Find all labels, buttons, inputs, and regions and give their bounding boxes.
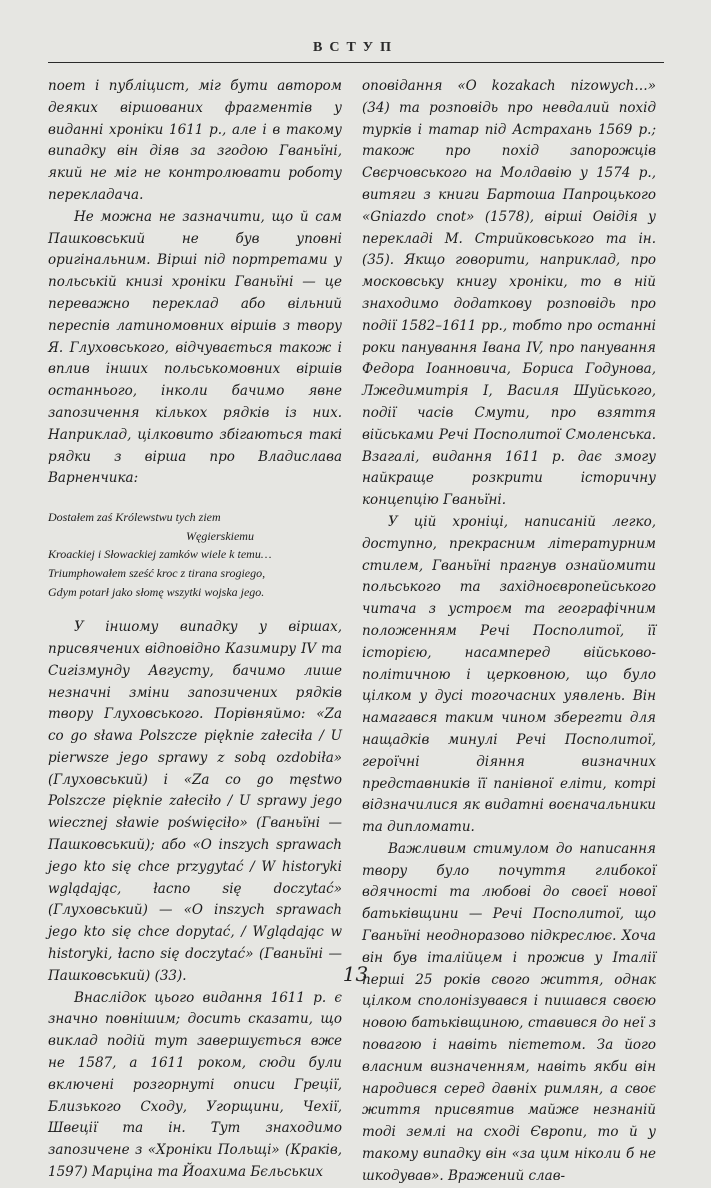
paragraph: У іншому випадку у віршах, присвячених відповідно Казимиру IV та Сигізмунду Августу, бачимо лише незначні зміни запозичених рядків твору Глуховського. Порівняймо: «Za co go sława Polszcze pięknie załeciła / U pierwsze jego sprawy z sobą ozdobiła» (Глуховський) і «Za co go męstwo Polszcze pięknie załeciło / U sprawy jego wiecznej sławie poświęciło» (Гваньїні — Пашковський); або «O inszych sprawach jego kto się chce przygytać / W historyki wglądając, łacno się doczytać» (Глуховський) — «O inszych sprawach jego kto się chce dopytać, / Wglądając w historyki, łacno się doczytać» (Гваньїні — Пашковський) (33). <box>48 619 342 984</box>
verse-line: Gdym potarł jako słomę wszytki wojska jego. <box>48 584 265 599</box>
header-rule <box>48 62 664 63</box>
running-header: ВСТУП <box>313 40 398 55</box>
paragraph: Внаслідок цього видання 1611 р. є значно повнішим; досить сказати, що виклад подій тут завершується вже не 1587, а 1611 роком, сюди були включені розгорнуті описи Греції, Близького Сходу, Угорщини, Чехії, Швеції та ін. Тут знаходимо запозичене з «Хроніки Польщі» (Краків, 1597) Марціна та Йоахима Бєльських <box>48 989 342 1181</box>
verse-line: Triumphowałem sześć kroc z tirana srogiego, <box>48 565 266 580</box>
verse-line: Dostałem zaś Królewstwu tych ziem <box>48 510 221 525</box>
verse-line: Węgierskiemu <box>186 528 254 543</box>
paragraph: поет і публіцист, міг бути автором деяких віршованих фрагментів у виданні хроніки 1611 р., але і в такому випадку він діяв за згодою Гваньїні, який не міг не контролювати роботу перекладача. <box>48 78 342 203</box>
right-column <box>362 76 656 1188</box>
left-column <box>48 76 342 1184</box>
paragraph: оповідання «O kozakach nizowych…» (34) та розповідь про невдалий похід турків і татар під Астрахань 1569 р.; також про похід запорожців Свєрчовського на Молдавію у 1574 р., витяги з книги Бартоша Папроцького «Gniazdo cnot» (1578), вірші Овідія у перекладі М. Стрийковського та ін. (35). Якщо говорити, наприклад, про московську книгу хроніки, то в ній знаходимо додаткову розповідь про події 1582–1611 рр., тобто про останні роки панування Івана IV, про панування Федора Іоанновича, Бориса Годунова, Лжедимитрія I, Василя Шуйського, події часів Смути, про взяття військами Речі Посполитої Смоленська. Взагалі, видання 1611 р. дає змогу найкраще розкрити історичну концепцію Гваньїні. <box>362 78 656 509</box>
page-number: 13 <box>342 962 369 986</box>
verse-line: Kroackiej i Słowackiej zamków wiele k temu… <box>48 547 272 562</box>
paragraph: Не можна не зазначити, що й сам Пашковський не був уповні оригінальним. Вірші під портретами у польській книзі хроніки Гваньїні — це переважно переклад або вільний переспів латиномовних віршів з твору Я. Глуховського, відчувається також і вплив інших польськомовних віршів останнього, інколи бачимо явне запозичення кількох рядків із них. Наприклад, цілковито збігаються такі рядки з вірша про Владислава Варненчика: <box>48 208 342 487</box>
paragraph: Важливим стимулом до написання твору було почуття глибокої вдячності та любові до своєї нової батьківщини — Речі Посполитої, що Гваньїні неодноразово підкреслює. Хоча він був італійцем і прожив у Італії перші 25 років свого життя, однак цілком сполонізувався і пишався своєю новою батьківщиною, ставився до неї з повагою і навіть пієтетом. За його власним визначенням, навіть якби він народився серед давніх римлян, а своє життя присвятив майже незнаній тоді землі на сході Європи, то й у такому випадку він «за цим ніколи б не шкодував». Вражений слав- <box>362 840 656 1184</box>
paragraph: У цій хроніці, написаній легко, доступно, прекрасним літературним стилем, Гваньїні прагнув ознайомити польського та західноєвропейського читача з устроєм та географічним положенням Речі Посполитої, її історією, насамперед військово-політичною і церковною, що було цілком у дусі тогочасних уявлень. Він намагався таким чином зберегти для нащадків минулі Речі Посполитої, героїчні діяння визначних представників її панівної еліти, котрі відзначилися як видатні воєначальники та дипломати. <box>362 513 656 836</box>
verse-quote <box>48 508 342 601</box>
